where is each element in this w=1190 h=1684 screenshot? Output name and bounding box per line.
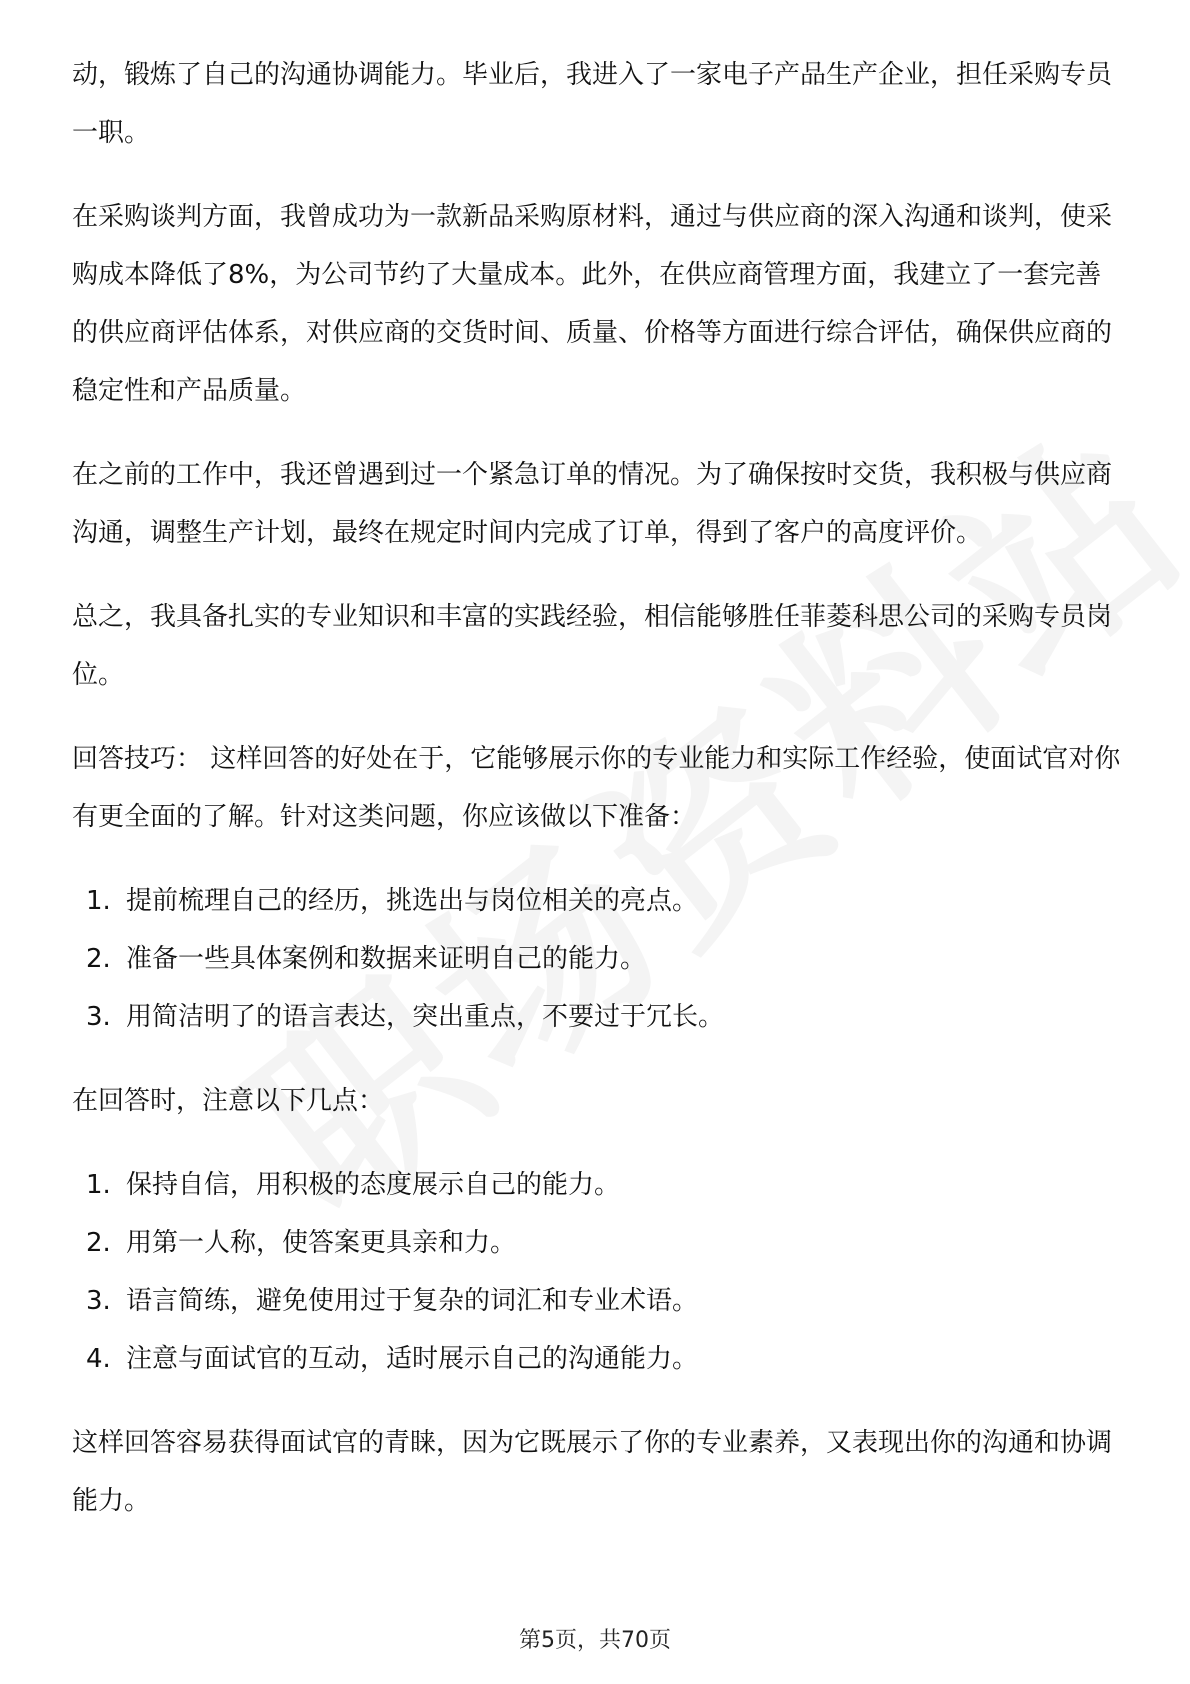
list-item-text: 提前梳理自己的经历，挑选出与岗位相关的亮点。: [126, 886, 699, 916]
list-item-text: 准备一些具体案例和数据来证明自己的能力。: [126, 944, 647, 974]
list-item-number: 1.: [86, 886, 111, 916]
paragraph-conclusion: 这样回答容易获得面试官的青睐，因为它既展示了你的专业素养，又表现出你的沟通和协调能力。: [72, 1428, 1113, 1516]
list-item-number: 3.: [86, 1002, 111, 1032]
list-item-text: 用第一人称，使答案更具亲和力。: [126, 1228, 517, 1258]
list-item: [72, 1272, 1122, 1330]
list-item-text: 注意与面试官的互动，适时展示自己的沟通能力。: [126, 1344, 699, 1374]
list-item: [72, 930, 1122, 988]
paragraph-negotiation: 在采购谈判方面，我曾成功为一款新品采购原材料，通过与供应商的深入沟通和谈判，使采购成本降低了8%，为公司节约了大量成本。此外，在供应商管理方面，我建立了一套完善的供应商评估体系，对供应商的交货时间、质量、价格等方面进行综合评估，确保供应商的稳定性和产品质量。: [72, 202, 1113, 406]
paragraph-answer-tips: 回答技巧： 这样回答的好处在于，它能够展示你的专业能力和实际工作经验，使面试官对你有更全面的了解。针对这类问题，你应该做以下准备：: [72, 744, 1121, 832]
list-item: [72, 1330, 1122, 1388]
list-item-text: 语言简练，避免使用过于复杂的词汇和专业术语。: [126, 1286, 699, 1316]
list-item-number: 2.: [86, 944, 111, 974]
list-item-number: 2.: [86, 1228, 111, 1258]
list-item: [72, 988, 1122, 1046]
list-item-number: 1.: [86, 1170, 111, 1200]
paragraph-urgent-order: 在之前的工作中，我还曾遇到过一个紧急订单的情况。为了确保按时交货，我积极与供应商沟通，调整生产计划，最终在规定时间内完成了订单，得到了客户的高度评价。: [72, 460, 1113, 548]
list-item: [72, 1214, 1122, 1272]
list-item: [72, 1156, 1122, 1214]
list-item-number: 3.: [86, 1286, 111, 1316]
list-item-text: 保持自信，用积极的态度展示自己的能力。: [126, 1170, 621, 1200]
page-number-footer: 第5页，共70页: [519, 1628, 671, 1653]
list-item-number: 4.: [86, 1344, 111, 1374]
list-item: [72, 872, 1122, 930]
paragraph-summary: 总之，我具备扎实的专业知识和丰富的实践经验，相信能够胜任菲菱科思公司的采购专员岗位。: [72, 602, 1113, 690]
list-item-text: 用简洁明了的语言表达，突出重点，不要过于冗长。: [126, 1002, 725, 1032]
paragraph-notes-intro: 在回答时，注意以下几点：: [72, 1086, 385, 1116]
preparation-list: [72, 872, 1122, 1046]
notes-list: [72, 1156, 1122, 1388]
paragraph-intro-continued: 动，锻炼了自己的沟通协调能力。毕业后，我进入了一家电子产品生产企业，担任采购专员一职。: [72, 60, 1113, 148]
document-body: [72, 46, 1122, 1556]
